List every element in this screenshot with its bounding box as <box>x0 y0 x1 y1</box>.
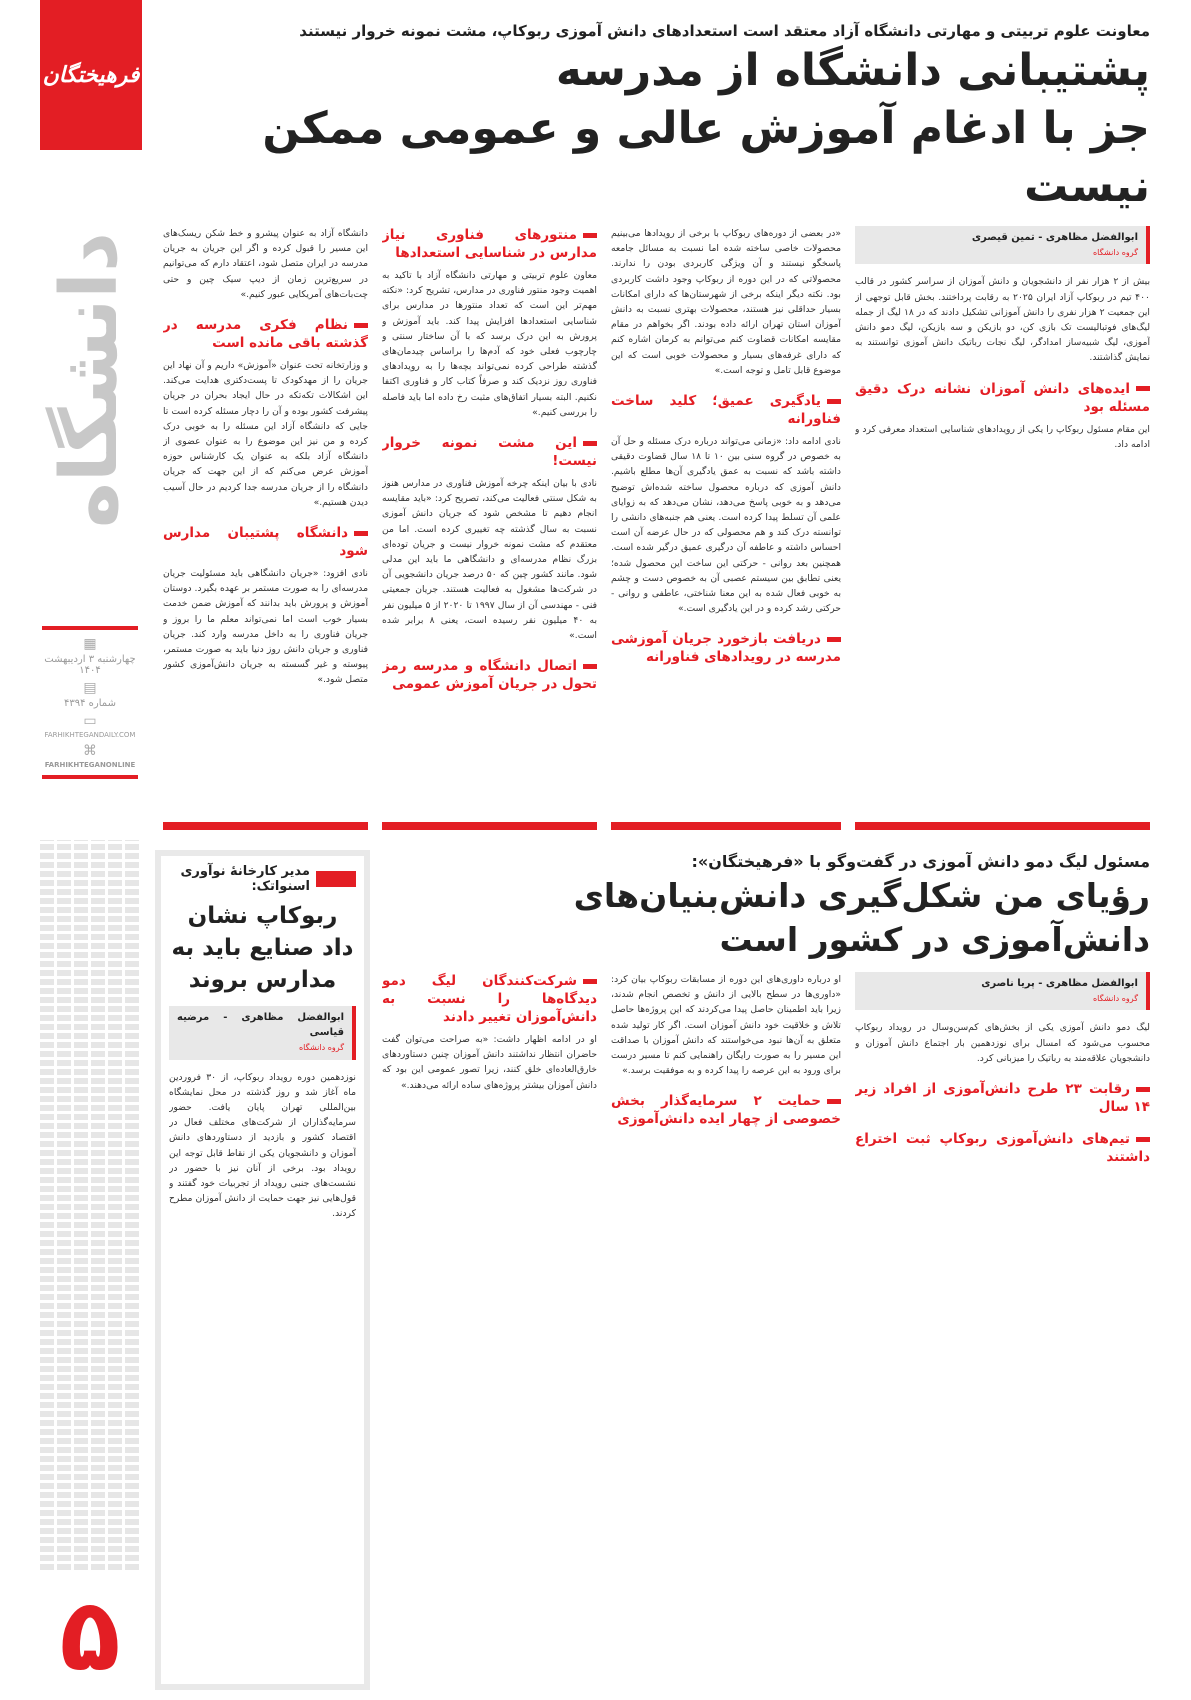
top-headline-line2: جز با ادغام آموزش عالی و عمومی ممکن نیست <box>262 103 1150 212</box>
column-divider <box>611 822 841 830</box>
byline: ابوالفضل مظاهری - تمین قیصری گروه دانشگاه <box>855 226 1150 264</box>
top-column-1: ابوالفضل مظاهری - تمین قیصری گروه دانشگاه بیش از ۲ هزار نفر از دانشجویان و دانش آموزان از سراسر کشور در قالب ۴۰۰ تیم در ربوکاپ آزاد ایران ۲۰۲۵ به رقابت پرداختند. بخش قابل توجهی از این جمعیت ۲ هزار نفری را دانش آموزانی تشکیل دادند که در ۱۸ لیگ از جمله لیگ‌های فوتبالیست تک بازی کن، دو بازیکن و سه بازیکن، لیگ دمو دانش آموزی، لیگ شبیه‌ساز امدادگر، لیگ نجات رباتیک دانش آموزی توانستند به نمایش گذاشتند. ایده‌های دانش آموزان نشانه درک دقیق مسئله بود این مقام مسئول ربوکاپ را یکی از رویدادهای شناسایی استعداد معرفی کرد و ادامه داد. <box>855 226 1150 814</box>
website-icon: ▭ <box>83 713 97 729</box>
newspaper-logo: فرهیختگان <box>40 0 142 150</box>
subheading: دریافت بازخورد جریان آموزشی مدرسه در رویدادهای فناورانه <box>611 631 841 666</box>
top-column-4: دانشگاه آزاد به عنوان پیشرو و خط شکن ریسک‌های این مسیر را قبول کرده و اگر این جریان به جریان مدرسه در ایران متصل شود، اعتقاد دارم که می‌توانیم در سریع‌ترین زمان از دیپ سیک چین و حتی چت‌بات‌های آمریکایی عبور کنیم.» نظام فکری مدرسه در گذشته باقی مانده است و وزارتخانه تحت عنوان «آموزش» داریم و آن نهاد این جریان را از مهدکودک تا پست‌دکتری هدایت می‌کند. این اشکالات تکه‌تکه در حال ایجاد بحران در جریان پیشرفت کشور بوده و آن را دچار مسئله کرده است تا جایی که دانشگاه آزاد این مسئله را به خوبی درک کرده و من نیز این موضوع را به عنوان عضوی از دانشگاه آزاد بلکه به عنوان یک کارشناس حوزه آموزش عرض می‌کنم که از این جهت که جریان دانشگاه را از جریان مدرسه جدا کردیم در حال آسیب دیدن هستیم.» دانشگاه پشتیبان مدارس شود نادی افزود: «جریان دانشگاهی باید مسئولیت جریان مدرسه‌ای را به صورت مستمر بر عهده بگیرد. دوستان آموزش و پرورش باید بدانند که آموزش ضمن خدمت بسیار خوب است اما نمی‌تواند معلم ما را بروز و جریان فناوری را به داخل مدرسه وارد کند. جریان فناوری و جریان دانش روز دنیا باید به صورت مستمر، پیوسته و غیر گسسته به جریان دانش‌آموزی کشور متصل شود.» <box>163 228 368 686</box>
subheading: شرکت‌کنندگان لیگ دمو دیدگاه‌ها را نسبت به دانش‌آموزان تغییر دادند <box>382 973 597 1025</box>
website-link[interactable]: FARHIKHTEGANDAILY.COM <box>44 731 136 739</box>
social-handle[interactable]: FARHIKHTEGANONLINE <box>44 761 136 769</box>
issue-number-icon: ▤ <box>83 680 97 696</box>
issue-info <box>40 620 140 820</box>
bottom-kicker: مسئول لیگ دمو دانش آموزی در گفت‌وگو با «فرهیختگان»: <box>691 852 1150 871</box>
byline: ابوالفضل مظاهری - پریا ناصری گروه دانشگاه <box>855 972 1150 1010</box>
issue-date: چهارشنبه ۳ اردیبهشت ۱۴۰۴ <box>44 654 136 676</box>
subheading: منتورهای فناوری نیاز مدارس در شناسایی استعدادها <box>382 227 597 261</box>
bottom-column-3: شرکت‌کنندگان لیگ دمو دیدگاه‌ها را نسبت به دانش‌آموزان تغییر دادند او در ادامه اظهار داشت: «به صراحت می‌توان گفت حاضران انتظار نداشتند دانش آموزان چنین دستاوردهای خارق‌العاده‌ای خلق کنند، زیرا تصور عمومی این بود که دانش آموزان بیشتر پروژه‌های ساده ارائه می‌دهند.» <box>382 973 597 1091</box>
bottom-column-1: ابوالفضل مظاهری - پریا ناصری گروه دانشگاه لیگ دمو دانش آموزی یکی از بخش‌های کم‌سن‌وسال در رویداد ربوکاپ محسوب می‌شود که امسال برای نوزدهمین بار اجتماع دانش آموزان و دانشجویان علاقه‌مند به رباتیک را میزبانی کرد. رقابت ۲۳ طرح دانش‌آموزی از افراد زیر ۱۴ سال تیم‌های دانش‌آموزی ربوکاپ ثبت اختراع داشتند <box>855 972 1150 1690</box>
subheading: اتصال دانشگاه و مدرسه رمز تحول در جریان آموزش عمومی <box>382 658 597 693</box>
column-dividers <box>155 822 1150 830</box>
top-column-2: «در بعضی از دوره‌های ربوکاپ با برخی از رویدادها می‌بینیم محصولات خاصی ساخته شده اما نسبت به مسائل جامعه پاسخگو نیستند و آن ویژگی کاربردی بودن را ندارند. محصولاتی که در این دوره از ربوکاپ وجود داشت کاربردی بود. نکته دیگر اینکه برخی از شهرستان‌ها که دارای امکانات بسیار حداقلی نیز هستند، محصولات بهتری نسبت به دانش آموزان استان تهران ارائه داده بودند. اگر بخواهم در مقام مقایسه امکانات قضاوت کنم می‌توانم به کرمان اشاره کنم که دارای غرفه‌های بسیار و محصولات خوبی است که این موضوع قابل تامل و توجه است.» یادگیری عمیق؛ کلید ساخت فناورانه نادی ادامه داد: «زمانی می‌تواند درباره درک مسئله و حل آن به خصوص در گروه سنی بین ۱۰ تا ۱۸ سال قضاوت دقیقی داشته باشد که نسبت به عمق یادگیری آن‌ها مطلع باشیم. دانش آموزی که درباره محصول ساخته شده‌اش توضیح می‌دهد و به خوبی پاسخ می‌دهد، نشان می‌دهد که به زوایای علمی آن تسلط پیدا کرده است. یعنی هم جنبه‌های دانشی را توانسته درک کند و هم محصولی که در حال عرضه آن است احساس داشته و عاطفه آن درگیری عمیق درگیر شده است. همچنین بعد روانی - حرکتی این ساخت این محصول شده؛ یعنی تطابق بین سیستم عصبی آن به خصوص دست و چشم به خوبی فعال شده به این معنا شناختی، عاطفی و روانی - حرکتی رشد کرده و در این یادگیری است.» دریافت بازخورد جریان آموزشی مدرسه در رویدادهای فناورانه <box>611 228 841 666</box>
top-kicker: معاونت علوم تربیتی و مهارتی دانشگاه آزاد معتقد است استعدادهای دانش آموزی ربوکاپ، مشت نمونه خروار نیستند <box>299 22 1150 40</box>
top-article-columns <box>155 226 1150 814</box>
calendar-icon: ▦ <box>83 636 97 652</box>
sidebar <box>0 0 140 1700</box>
top-column-3: منتورهای فناوری نیاز مدارس در شناسایی استعدادها معاون علوم تربیتی و مهارتی دانشگاه آزاد با تاکید به اهمیت وجود منتور فناوری در مدارس، تشریح کرد: «نکته مهم‌تر این است که تعداد منتورها در مدارس برای شناسایی استعدادها افزایش پیدا کند. باید آموزش و پرورش به این درک برسد که با آن ساختار سنتی و چارچوب فعلی خود که آدم‌ها را براساس چیدمان‌های گذشته طراحی کرده نمی‌تواند بچه‌ها را به رویدادهای فناوری روز نزدیک کند و صرفاً کتاب کار و فناوری اکتفا نکنیم. البته بسیار اتفاق‌های مثبت رخ داده اما باید فاصله را بررسی کنیم.» این مشت نمونه خروار نیست! نادی با بیان اینکه چرخه آموزش فناوری در مدارس هنوز به شکل سنتی فعالیت می‌کند، تصریح کرد: «باید مقایسه انجام دهیم تا مشخص شود که جریان دانش آموزی نسبت به سال گذشته چه تغییری کرده است. اما من معتقدم که مشت نمونه خروار نیست و جریان توده‌ای بزرگ نظام مدرسه‌ای و دانشگاهی ما باید این مدلی شود. مانند کشور چین که ۵۰ درصد جریان دانشجویی آن در شرکت‌ها مشغول به فعالیت هستند. جریان جمعیتی فنی - مهندسی آن از سال ۱۹۹۷ تا ۲۰۲۰ از ۵ میلیون نفر به ۴۰ میلیون نفر رسیده است، یعنی ۸ برابر شده است.» اتصال دانشگاه و مدرسه رمز تحول در جریان آموزش عمومی <box>382 227 597 693</box>
byline: ابوالفضل مظاهری - مرضیه قیاسی گروه دانشگاه <box>169 1006 356 1060</box>
sidebox-kicker: مدیر کارخانهٔ نوآوری اسنواتک: <box>169 864 356 894</box>
subheading: نظام فکری مدرسه در گذشته باقی مانده است <box>163 317 368 352</box>
bottom-article <box>380 850 1150 1690</box>
top-article <box>155 20 1150 830</box>
subheading: حمایت ۲ سرمایه‌گذار بخش خصوصی از چهار ایده دانش‌آموزی <box>611 1093 841 1128</box>
bottom-article-columns <box>380 972 1150 1690</box>
sidebox-headline: ربوکاپ نشان داد صنایع باید به مدارس بروند <box>171 903 354 993</box>
column-divider <box>855 822 1150 830</box>
column-divider <box>163 822 368 830</box>
bottom-column-2: او درباره داوری‌های این دوره از مسابقات ربوکاپ بیان کرد: «داوری‌ها در سطح بالایی از دانش و تخصص انجام شدند، زیرا باید اطمینان حاصل پیدا می‌کردند که این پروژه‌ها حاصل تلاش و خلاقیت خود دانش آموزان است. اگر کار تولید شده متعلق به آن‌ها نبود می‌خواستند که دانش آموزان با صداقت این مسیر را به صورت رایگان راهنمایی کنم تا مسیر درست برای ورود به این عرصه را پیدا کرده و به موفقیت برسد.» حمایت ۲ سرمایه‌گذار بخش خصوصی از چهار ایده دانش‌آموزی <box>611 974 841 1128</box>
subheading: ایده‌های دانش آموزان نشانه درک دقیق مسئله بود <box>855 380 1150 415</box>
top-headline-line1: پشتیبانی دانشگاه از مدرسه <box>555 45 1150 96</box>
section-title: دانشگاه <box>45 231 135 529</box>
bottom-headline: رؤیای من شکل‌گیری دانش‌بنیان‌های دانش‌آموزی در کشور است <box>573 876 1150 959</box>
column-divider <box>382 822 597 830</box>
issue-number: شماره ۴۳۹۴ <box>64 698 116 709</box>
subheading: رقابت ۲۳ طرح دانش‌آموزی از افراد زیر ۱۴ سال <box>855 1081 1150 1116</box>
interview-sidebox: مدیر کارخانهٔ نوآوری اسنواتک: ربوکاپ نشان داد صنایع باید به مدارس بروند ابوالفضل مظاهری - مرضیه قیاسی گروه دانشگاه نوزدهمین دوره رویداد ربوکاپ، از ۳۰ فروردین ماه آغاز شد و روز گذشته در محل نمایشگاه بین‌المللی تهران پایان یافت. حضور سرمایه‌گذاران از شرکت‌های مختلف فعال در اقتصاد کشور و بازدید از دستاوردهای دانش آموزان و دانشجویان یکی از نقاط قابل توجه این رویداد بود. برخی از آنان نیز با حضور در نشست‌های جنبی رویداد از تجربیات خود گفتند و قول‌هایی نیز جهت حمایت از دانش آموزان مطرح کردند. <box>155 850 370 1690</box>
social-icon: ⌘ <box>83 743 97 759</box>
subheading: تیم‌های دانش‌آموزی ربوکاپ ثبت اختراع داشتند <box>855 1131 1150 1166</box>
subheading: این مشت نمونه خروار نیست! <box>382 435 597 470</box>
decorative-stripes <box>40 840 140 1570</box>
subheading: دانشگاه پشتیبان مدارس شود <box>163 525 368 560</box>
page-number: ۵ <box>59 1576 121 1693</box>
subheading: یادگیری عمیق؛ کلید ساخت فناورانه <box>611 393 841 428</box>
